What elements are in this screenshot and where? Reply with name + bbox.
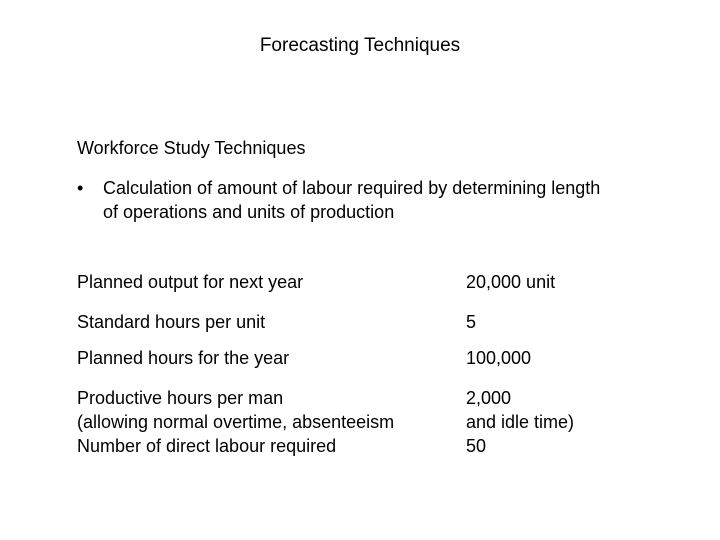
- row-label: Standard hours per unit: [77, 312, 266, 332]
- section-heading: Workforce Study Techniques: [77, 138, 306, 158]
- row-label: Planned output for next year: [77, 272, 304, 292]
- row-value: 50: [466, 436, 487, 456]
- row-label: Number of direct labour required: [77, 436, 337, 456]
- row-value: 2,000: [466, 388, 512, 408]
- row-value: and idle time): [466, 412, 575, 432]
- row-label: Planned hours for the year: [77, 348, 290, 368]
- row-label: (allowing normal overtime, absenteeism: [77, 412, 395, 432]
- slide-title: Forecasting Techniques: [259, 35, 461, 56]
- bullet-text: Calculation of amount of labour required by determining length of operations and units of production: [103, 178, 601, 222]
- bullet-marker: •: [77, 178, 84, 198]
- row-value: 5: [466, 312, 477, 332]
- row-value: 100,000: [466, 348, 532, 368]
- row-label: Productive hours per man: [77, 388, 284, 408]
- row-value: 20,000 unit: [466, 272, 556, 292]
